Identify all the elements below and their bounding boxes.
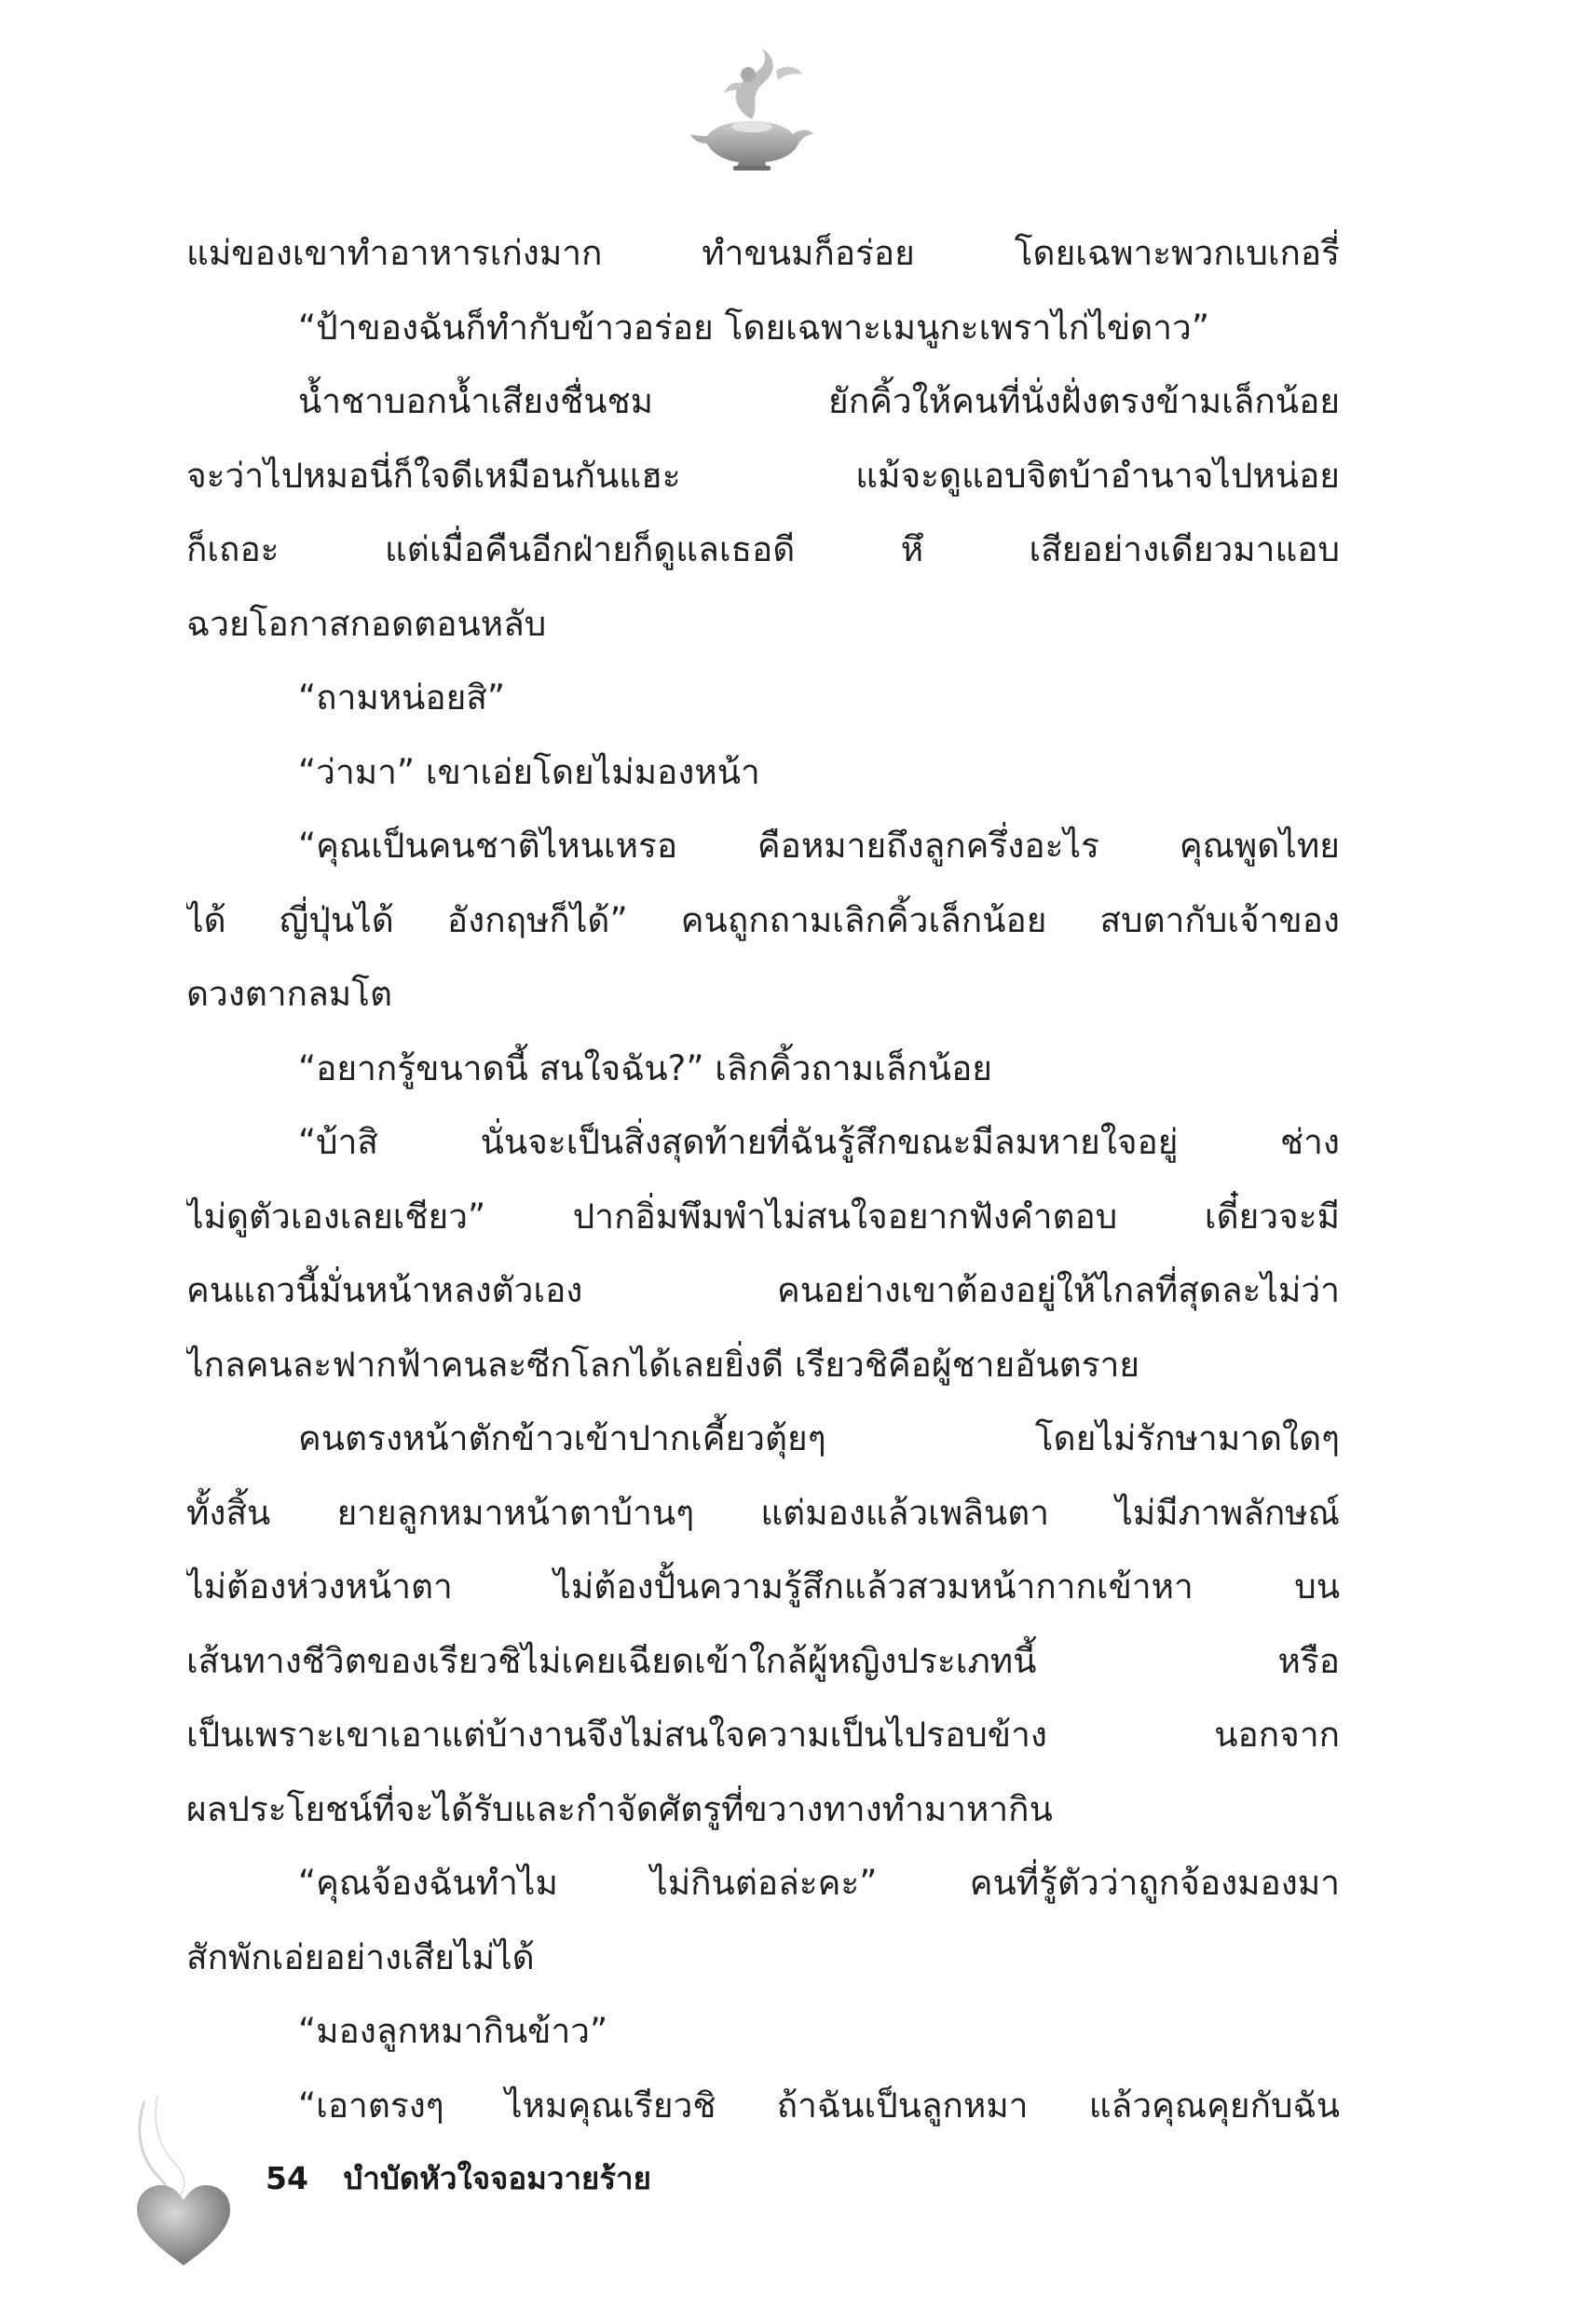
text-line: ผลประโยชน์ที่จะได้รับและกำจัดศัตรูที่ขวางทางทำมาหากิน: [186, 1788, 1053, 1829]
genie-lamp-icon: [687, 47, 817, 172]
text-line: จะว่าไปหมอนี่ก็ใจดีเหมือนกันแฮะ แม้จะดูแอบจิตบ้าอำนาจไปหน่อย: [186, 455, 1340, 496]
text-line: น้ำชาบอกน้ำเสียงชื่นชม ยักคิ้วให้คนที่นั่งฝั่งตรงข้ามเล็กน้อย: [298, 381, 1340, 421]
text-line: “ถามหน่อยสิ”: [298, 677, 506, 718]
text-line: แม่ของเขาทำอาหารเก่งมาก ทำขนมก็อร่อย โดยเฉพาะพวกเบเกอรี่: [186, 233, 1340, 273]
text-line: ไกลคนละฟากฟ้าคนละซีกโลกได้เลยยิ่งดี เรียวชิคือผู้ชายอันตราย: [186, 1344, 1140, 1385]
text-line: “บ้าสิ นั่นจะเป็นสิ่งสุดท้ายที่ฉันรู้สึกขณะมีลมหายใจอยู่ ช่าง: [298, 1122, 1340, 1162]
text-line: ทั้งสิ้น ยายลูกหมาหน้าตาบ้านๆ แต่มองแล้วเพลินตา ไม่มีภาพลักษณ์: [186, 1492, 1340, 1533]
text-line: “มองลูกหมากินข้าว”: [298, 2011, 608, 2051]
text-line: ฉวยโอกาสกอดตอนหลับ: [186, 603, 547, 644]
text-line: “เอาตรงๆ ไหมคุณเรียวชิ ถ้าฉันเป็นลูกหมา แล้วคุณคุยกับฉัน: [298, 2085, 1340, 2126]
text-line: เป็นเพราะเขาเอาแต่บ้างานจึงไม่สนใจความเป็นไปรอบข้าง นอกจาก: [186, 1715, 1340, 1755]
text-line: ก็เถอะ แต่เมื่อคืนอีกฝ่ายก็ดูแลเธอดี หึ เสียอย่างเดียวมาแอบ: [186, 529, 1340, 569]
book-title: บำบัดหัวใจจอมวายร้าย: [343, 2160, 651, 2196]
page-number: 54: [266, 2160, 308, 2196]
text-line: คนตรงหน้าตักข้าวเข้าปากเคี้ยวตุ้ยๆ โดยไม่รักษามาดใดๆ: [298, 1418, 1340, 1458]
text-line: สักพักเอ่ยอย่างเสียไม่ได้: [186, 1936, 535, 1977]
text-line: ดวงตากลมโต: [186, 974, 393, 1014]
text-line: “ว่ามา” เขาเอ่ยโดยไม่มองหน้า: [298, 751, 760, 792]
text-line: “คุณจ้องฉันทำไม ไม่กินต่อล่ะคะ” คนที่รู้ตัวว่าถูกจ้องมองมา: [298, 1863, 1340, 1903]
text-line: ไม่ดูตัวเองเลยเชียว” ปากอิ่มพึมพำไม่สนใจอยากฟังคำตอบ เดี๋ยวจะมี: [186, 1196, 1340, 1237]
page-footer: [266, 2151, 651, 2207]
text-line: ไม่ต้องห่วงหน้าตา ไม่ต้องปั้นความรู้สึกแล้วสวมหน้ากากเข้าหา บน: [186, 1566, 1340, 1607]
text-line: เส้นทางชีวิตของเรียวชิไม่เคยเฉียดเข้าใกล้ผู้หญิงประเภทนี้ หรือ: [186, 1640, 1340, 1681]
text-line: คนแถวนี้มั่นหน้าหลงตัวเอง คนอย่างเขาต้องอยู่ให้ไกลที่สุดละไม่ว่า: [186, 1270, 1340, 1310]
heart-icon: [126, 2092, 247, 2269]
body-text: [186, 216, 1340, 2142]
text-line: “ป้าของฉันก็ทำกับข้าวอร่อย โดยเฉพาะเมนูกะเพราไก่ไข่ดาว”: [298, 307, 1209, 348]
text-line: ได้ ญี่ปุ่นได้ อังกฤษก็ได้” คนถูกถามเลิกคิ้วเล็กน้อย สบตากับเจ้าของ: [186, 899, 1340, 940]
text-line: “คุณเป็นคนชาติไหนเหรอ คือหมายถึงลูกครึ่งอะไร คุณพูดไทย: [298, 826, 1340, 866]
text-line: “อยากรู้ขนาดนี้ สนใจฉัน?” เลิกคิ้วถามเล็กน้อย: [298, 1047, 992, 1088]
